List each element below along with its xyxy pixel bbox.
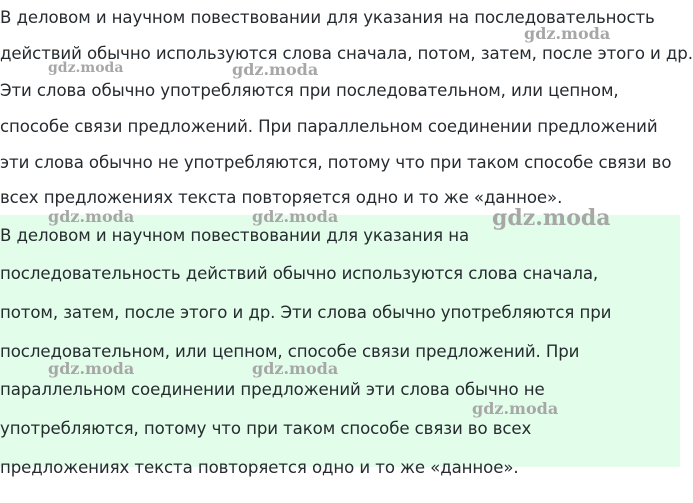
watermark: gdz.moda [472, 399, 559, 418]
watermark: gdz.moda [524, 24, 611, 43]
task-line: всех предложениях текста повторяется одно и то же «данное». [0, 188, 563, 207]
answer-line: последовательность действий обычно используются слова сначала, [0, 264, 599, 283]
task-line: Эти слова обычно употребляются при последовательном, или цепном, [0, 81, 619, 100]
watermark: gdz.moda [232, 60, 319, 79]
watermark: gdz.moda [252, 207, 339, 226]
task-line: В деловом и научном повествовании для указания на последовательность [0, 8, 655, 27]
answer-line: предложениях текста повторяется одно и то же «данное». [0, 458, 519, 477]
answer-line: последовательном, или цепном, способе связи предложений. При [0, 342, 580, 361]
task-line: способе связи предложений. При параллельном соединении предложений [0, 117, 658, 136]
task-line: действий обычно используются слова сначала, потом, затем, после этого и др. [0, 44, 693, 63]
watermark: gdz.moda [48, 359, 135, 378]
answer-paragraph [0, 215, 680, 477]
watermark: gdz.moda [48, 207, 135, 226]
watermark: gdz.moda [252, 359, 339, 378]
watermark: gdz.moda [48, 60, 124, 76]
task-line: эти слова обычно не употребляются, потому что при таком способе связи во [0, 153, 672, 172]
answer-line: употребляются, потому что при таком способе связи во всех [0, 419, 532, 438]
answer-line: В деловом и научном повествовании для указания на [0, 226, 470, 245]
answer-line: параллельном соединении предложений эти слова обычно не [0, 380, 545, 399]
watermark: gdz.moda [492, 205, 611, 231]
answer-line: потом, затем, после этого и др. Эти слова обычно употребляются при [0, 303, 612, 322]
